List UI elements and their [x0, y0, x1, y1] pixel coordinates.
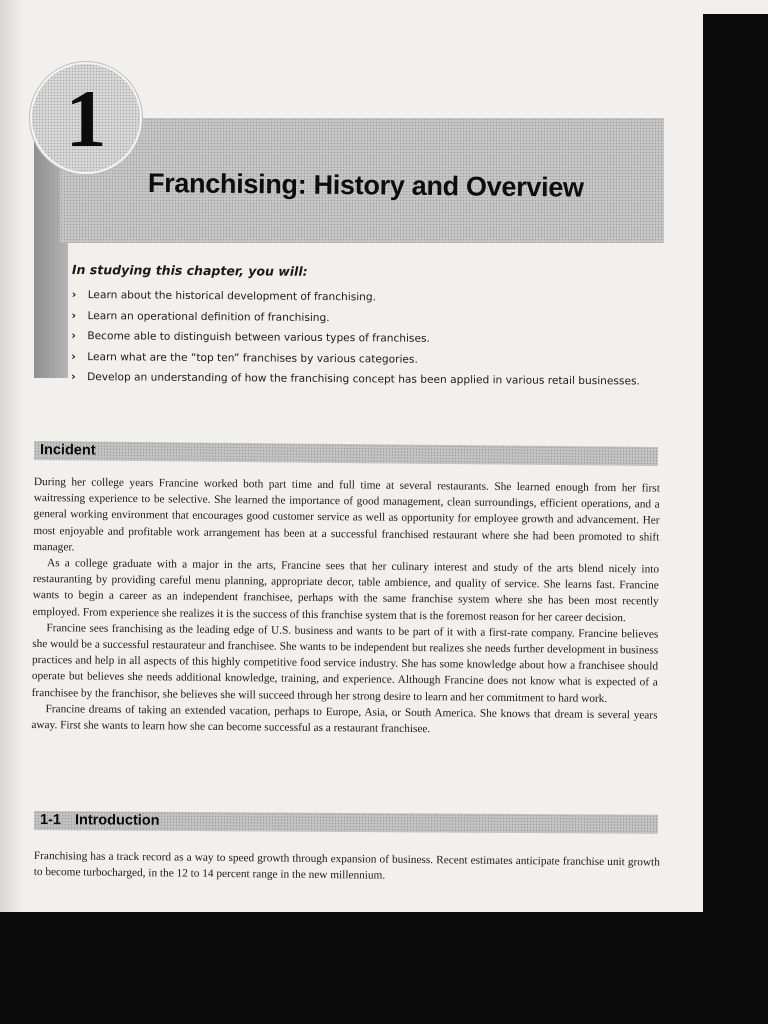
scan-border-bottom [0, 912, 768, 1024]
incident-paragraph: During her college years Francine worked both part time and full time at several restaurants. She learned enough from her first waitressing experience to be selective. She learned the importance of good management, clean surroundings, efficient operations, and a general working environment that encourages good customer service as well as opportunity for employee growth and advancement. Her most enjoyable and profitable work arrangement has been at a successful franchised restaurant where she had been promoted to shift manager. [33, 475, 660, 554]
section-number: 1-1 [39, 812, 62, 829]
introduction-body [34, 848, 660, 887]
chevron-right-icon: › [71, 308, 77, 322]
incident-heading-bar [34, 441, 658, 466]
incident-paragraph: Francine dreams of taking an extended vacation, perhaps to Europe, Asia, or South America. She knows that dream is several years away. First she wants to learn how she can become successful as a restaurant franchisee. [31, 702, 658, 736]
objectives-intro: In studying this chapter, you will: [71, 262, 308, 279]
incident-paragraph: As a college graduate with a major in the arts, Francine sees that her culinary interest and study of the arts blend nicely into restauranting by providing careful menu planning, appropriate decor, table ambience, and quality of service. She learns fast. Francine wants to begin a career as an independent franchisee, perhaps with the same franchise system where she has been most recently employed. From experience she realizes it is the success of this franchise system that is the foremost reason for her career decision. [32, 557, 660, 624]
scan-edge-shadow [0, 0, 24, 912]
scan-border-right [703, 14, 768, 1024]
objective-text: Develop an understanding of how the franchising concept has been applied in various retail businesses. [87, 371, 640, 388]
incident-paragraph: Francine sees franchising as the leading edge of U.S. business and wants to be part of it with a first-rate company. Francine believes she would be a successful restaurateur and franchisee. She wants to be independent but realizes she needs further development in business practices and help in all aspects of this highly competitive food service industry. She has some knowledge about how a franchisee should operate but believes she needs additional knowledge, training, and experience. Although Francine does not know what is expected of a franchisee by the franchisor, she believes she will succeed through her strong desire to learn and her commitment to hard work. [31, 621, 659, 705]
objective-item [71, 367, 691, 392]
incident-body [31, 474, 660, 740]
introduction-heading-bar [34, 811, 658, 834]
chevron-right-icon: › [71, 328, 77, 343]
introduction-paragraph: Franchising has a track record as a way to speed growth through expansion of business. Recent estimates anticipate franchise unit growth to become turbocharged, in the 12 to 14 percent range in the new millennium. [33, 849, 660, 882]
incident-heading: Incident [39, 442, 96, 459]
objective-text: Learn about the historical development of franchising. [87, 289, 377, 304]
learning-objectives [71, 262, 692, 392]
chevron-right-icon: › [71, 369, 76, 384]
objective-text: Learn what are the “top ten” franchises by various categories. [87, 350, 418, 366]
objective-text: Become able to distinguish between various types of franchises. [87, 330, 430, 345]
objective-text: Learn an operational definition of franchising. [87, 309, 330, 324]
chapter-number: 1 [65, 73, 107, 164]
chevron-right-icon: › [71, 287, 77, 302]
chevron-right-icon: › [71, 349, 76, 363]
introduction-heading: Introduction [74, 812, 160, 829]
chapter-title: Franchising: History and Overview [147, 168, 584, 203]
